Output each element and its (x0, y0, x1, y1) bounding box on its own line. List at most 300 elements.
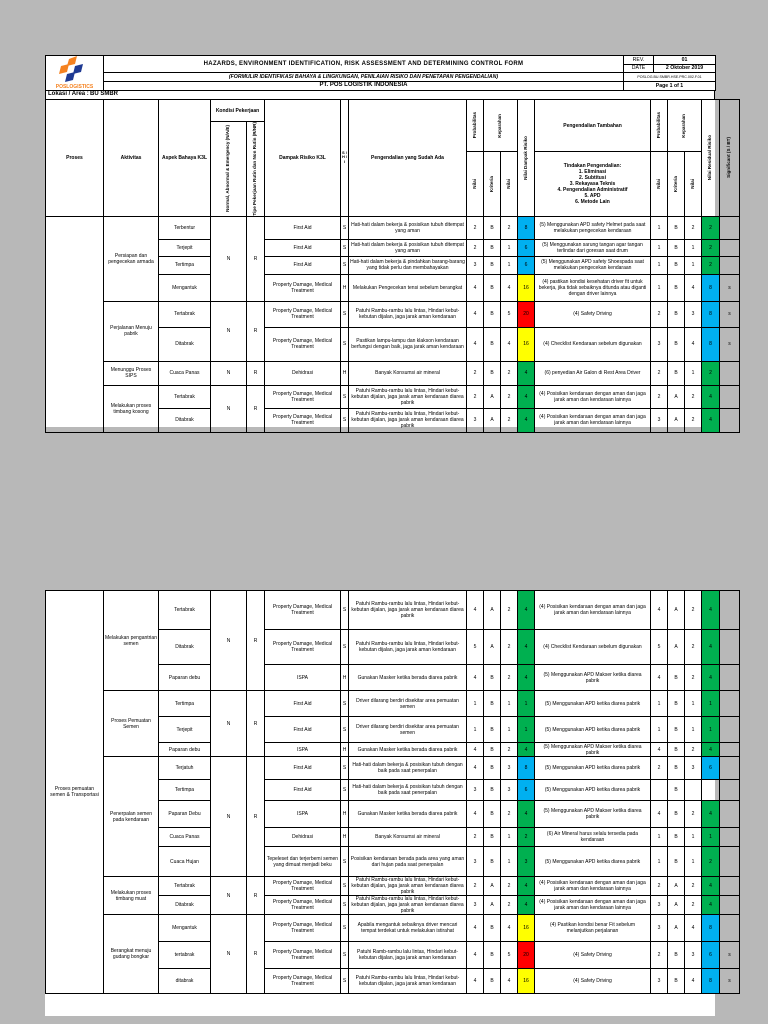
page-number: Page 1 of 1 (624, 82, 716, 91)
kriteria-2-cell: B (668, 969, 685, 994)
kriteria-2-cell: B (668, 757, 685, 780)
dampak-cell: Dehidrasi (265, 828, 341, 847)
shi-cell: S (341, 780, 349, 801)
probabilitas-2-cell: 3 (651, 969, 668, 994)
tambahan-cell: (5) Menggunakan APD Makser ketika diarea pabrik (535, 665, 651, 691)
tambahan-cell: (5) Menggunakan APD ketika diarea pabrik (535, 691, 651, 717)
dampak-cell: Property Damage, Medical Treatment (265, 877, 341, 896)
residual-cell: 1 (702, 717, 720, 743)
nilai-dampak-cell: 4 (518, 385, 535, 408)
nilai-dampak-cell: 8 (518, 757, 535, 780)
significant-cell (720, 877, 740, 896)
nilai-dampak-cell: 6 (518, 239, 535, 256)
residual-cell: 4 (702, 743, 720, 757)
kriteria-cell: B (484, 847, 501, 877)
keparahan-cell: 5 (501, 301, 518, 327)
pengendalian-cell: Melakukan Pengecekan tensi sebelum berangkat (349, 274, 467, 301)
keparahan-2-cell: 2 (685, 591, 702, 630)
dampak-cell: Property Damage, Medical Treatment (265, 327, 341, 361)
kriteria-2-cell: B (668, 665, 685, 691)
dampak-cell: Property Damage, Medical Treatment (265, 896, 341, 915)
tindakan-3: 3. Rekayasa Teknis (569, 180, 616, 187)
table-row (46, 691, 740, 717)
kriteria-2-cell: B (668, 717, 685, 743)
keparahan-cell: 4 (501, 969, 518, 994)
nilai-dampak-cell: 20 (518, 301, 535, 327)
residual-cell: 8 (702, 327, 720, 361)
col-significant: Significant (S / BT) (726, 137, 732, 179)
kriteria-cell: B (484, 327, 501, 361)
tambahan-cell: (4) Posisikan kendaraan dengan aman dan jaga jarak aman dan kendaraan lainnya (535, 896, 651, 915)
probabilitas-cell: 4 (467, 743, 484, 757)
kondisi-rnr-cell: R (247, 216, 265, 301)
aspek-cell: tertabrak (159, 942, 211, 969)
tindakan-4: 4. Pengendalian Administratif (557, 186, 628, 193)
col-tindakan (535, 152, 651, 217)
keparahan-cell: 3 (501, 757, 518, 780)
nilai-dampak-cell: 1 (518, 717, 535, 743)
tambahan-cell: (5) Menggunakan APD safety Shoespada saat melakukan pengecekan kendaraan (535, 256, 651, 274)
kriteria-cell: B (484, 717, 501, 743)
tambahan-cell: (5) Menggunakan sarung tangan agar tangan terlindar dari goresan saat drum (535, 239, 651, 256)
aktivitas-cell: Melakukan proses timbang kosong (104, 385, 159, 432)
probabilitas-2-cell: 3 (651, 915, 668, 942)
keparahan-2-cell: 4 (685, 274, 702, 301)
residual-cell: 2 (702, 361, 720, 385)
tambahan-cell: (4) Checklist Kendaraan sebelum digunakan (535, 327, 651, 361)
kondisi-nae-cell: N (211, 691, 247, 757)
kriteria-2-cell: B (668, 361, 685, 385)
probabilitas-cell: 4 (467, 591, 484, 630)
pengendalian-cell: Apabila mengantuk sebaiknya driver mencari tempat terdekat untuk melakukan istirahat (349, 915, 467, 942)
nilai-dampak-cell: 4 (518, 801, 535, 828)
significant-cell (720, 757, 740, 780)
shi-cell: S (341, 216, 349, 239)
residual-cell: 2 (702, 847, 720, 877)
aspek-cell: Mengantuk (159, 915, 211, 942)
kriteria-2-cell: B (668, 801, 685, 828)
significant-cell (720, 665, 740, 691)
kriteria-2-cell: B (668, 691, 685, 717)
aspek-cell: Ditabrak (159, 327, 211, 361)
aspek-cell: Tertimpa (159, 691, 211, 717)
keparahan-cell: 4 (501, 327, 518, 361)
kondisi-rnr-cell: R (247, 591, 265, 691)
aktivitas-cell: Berangkat menuju gudang bongkar (104, 915, 159, 994)
probabilitas-2-cell: 3 (651, 408, 668, 432)
nilai-dampak-cell: 20 (518, 942, 535, 969)
probabilitas-2-cell: 5 (651, 630, 668, 665)
residual-cell: 4 (702, 385, 720, 408)
keparahan-2-cell: 2 (685, 743, 702, 757)
nilai-dampak-cell: 1 (518, 691, 535, 717)
keparahan-cell: 1 (501, 847, 518, 877)
residual-cell (702, 780, 720, 801)
pengendalian-cell: Hati-hati dalam bekerja & posisikan tubuh ditempat yang aman (349, 239, 467, 256)
kriteria-cell: B (484, 780, 501, 801)
col-keparahan-2: Keparahan (681, 113, 687, 138)
significant-cell (720, 216, 740, 239)
pengendalian-cell: Patuhi Ramb-rambu lalu lintas, Hindari kebut-kebutan dijalan, jaga jarak aman kendaraan (349, 942, 467, 969)
pengendalian-cell: Driver dilarang berdiri disekitar area pemuatan semen (349, 717, 467, 743)
col-proses: Proses (46, 100, 104, 217)
keparahan-2-cell: 3 (685, 757, 702, 780)
significant-cell: s (720, 942, 740, 969)
residual-cell: 4 (702, 896, 720, 915)
significant-cell (720, 385, 740, 408)
kondisi-nae-cell: N (211, 915, 247, 994)
aspek-cell: Cuaca Panas (159, 828, 211, 847)
dampak-cell: First Aid (265, 780, 341, 801)
col-nilai-dampak: Nilai Dampak Risiko (522, 135, 528, 180)
pengendalian-cell: Hati-hati dalam bekerja & posisikan tubuh ditempat yang aman (349, 216, 467, 239)
aspek-cell: Tertabrak (159, 877, 211, 896)
kriteria-2-cell: A (668, 385, 685, 408)
kriteria-2-cell: B (668, 216, 685, 239)
col-probabilitas-2: Probabilitas (655, 112, 661, 139)
aspek-cell: Cuaca Hujan (159, 847, 211, 877)
pengendalian-cell: Posisikan kendaraan berada pada area yang aman dari hujan pada saat penerpalan (349, 847, 467, 877)
lokasi-row (45, 91, 715, 99)
significant-cell (720, 896, 740, 915)
dampak-cell: Dehidrasi (265, 361, 341, 385)
residual-cell: 6 (702, 757, 720, 780)
nilai-dampak-cell: 8 (518, 216, 535, 239)
shi-cell: S (341, 757, 349, 780)
probabilitas-cell: 2 (467, 385, 484, 408)
tambahan-cell: (5) Menggunakan APD ketika diarea pabrik (535, 757, 651, 780)
pengendalian-cell: Banyak Konsumsi air mineral (349, 361, 467, 385)
keparahan-2-cell: 1 (685, 717, 702, 743)
keparahan-cell: 1 (501, 828, 518, 847)
keparahan-cell: 2 (501, 408, 518, 432)
probabilitas-cell: 2 (467, 361, 484, 385)
col-nilai: Nilai (471, 178, 477, 189)
kriteria-cell: B (484, 915, 501, 942)
kondisi-nae-cell: N (211, 385, 247, 432)
pengendalian-cell: Pastikan lampu-lampu dan klakson kendaraan berfungsi dengan baik, jaga jarak aman kendaraan (349, 327, 467, 361)
keparahan-2-cell: 1 (685, 239, 702, 256)
keparahan-2-cell: 2 (685, 877, 702, 896)
dampak-cell: Property Damage, Medical Treatment (265, 301, 341, 327)
kriteria-cell: A (484, 630, 501, 665)
aktivitas-cell: Perjalanan Menuju pabrik (104, 301, 159, 361)
keparahan-cell: 1 (501, 691, 518, 717)
nilai-dampak-cell: 16 (518, 915, 535, 942)
kondisi-nae-cell: N (211, 216, 247, 301)
col-dampak: Dampak Risiko K3L (265, 100, 341, 217)
kriteria-2-cell: B (668, 239, 685, 256)
keparahan-cell: 2 (501, 385, 518, 408)
col-probabilitas: Probabilitas (471, 112, 477, 139)
tambahan-cell: (5) Menggunakan APD safety Helmet pada saat melakukan pengecekan kendaraan (535, 216, 651, 239)
kondisi-nae-cell: N (211, 361, 247, 385)
kriteria-2-cell: A (668, 915, 685, 942)
shi-cell: S (341, 877, 349, 896)
keparahan-cell: 1 (501, 256, 518, 274)
tambahan-cell: (6) penyedian Air Galon di Rest Area Driver (535, 361, 651, 385)
pengendalian-cell: Hati-hati dalam bekerja & posisikan tubuh dengan baik pada saat penerpalan (349, 780, 467, 801)
doc-number: POSLOG.BU.SMBR.HSE.PRC.002.F.01 (624, 73, 716, 82)
significant-cell (720, 691, 740, 717)
aspek-cell: Terjepit (159, 717, 211, 743)
kriteria-cell: A (484, 385, 501, 408)
significant-cell: s (720, 274, 740, 301)
pengendalian-cell: Patuhi Rambu-rambu lalu lintas, Hindari kebut-kebutan dijalan, jaga jarak aman kendaraan (349, 301, 467, 327)
probabilitas-cell: 3 (467, 896, 484, 915)
pengendalian-cell: Patuhi Rambu-rambu lalu lintas, Hindari kebut-kebutan dijalan, jaga jarak aman kendaraan diarea pabrik (349, 896, 467, 915)
dampak-cell: Property Damage, Medical Treatment (265, 385, 341, 408)
tindakan-1: 1. Eliminasi (578, 168, 607, 175)
keparahan-2-cell: 4 (685, 969, 702, 994)
dampak-cell: Property Damage, Medical Treatment (265, 630, 341, 665)
residual-cell: 4 (702, 877, 720, 896)
residual-cell: 8 (702, 274, 720, 301)
nilai-dampak-cell: 4 (518, 896, 535, 915)
kriteria-cell: B (484, 801, 501, 828)
shi-cell: H (341, 274, 349, 301)
residual-cell: 2 (702, 256, 720, 274)
proses-cell (46, 216, 104, 432)
aspek-cell: Paparan debu (159, 665, 211, 691)
probabilitas-cell: 3 (467, 847, 484, 877)
keparahan-cell: 2 (501, 743, 518, 757)
shi-cell: S (341, 915, 349, 942)
kriteria-2-cell: B (668, 301, 685, 327)
table-row (46, 216, 740, 239)
kriteria-cell: B (484, 743, 501, 757)
keparahan-cell: 2 (501, 361, 518, 385)
significant-cell (720, 743, 740, 757)
significant-cell (720, 408, 740, 432)
col-kondisi-nae: Normal, Abnormal & Emergency (N/A/E) (225, 125, 231, 213)
tambahan-cell: (4) Posisikan kendaraan dengan aman dan jaga jarak aman dan kendaraan lainnya (535, 591, 651, 630)
significant-cell (720, 591, 740, 630)
kriteria-cell: B (484, 969, 501, 994)
residual-cell: 4 (702, 665, 720, 691)
logo-mark-icon (47, 56, 103, 90)
significant-cell (720, 361, 740, 385)
aspek-cell: Tertimpa (159, 780, 211, 801)
probabilitas-cell: 2 (467, 239, 484, 256)
keparahan-cell: 1 (501, 717, 518, 743)
aspek-cell: Tertimpa (159, 256, 211, 274)
kriteria-2-cell: B (668, 942, 685, 969)
probabilitas-2-cell: 4 (651, 591, 668, 630)
pengendalian-cell: Driver dilarang berdiri disekitar area pemuatan semen (349, 691, 467, 717)
probabilitas-2-cell: 2 (651, 301, 668, 327)
keparahan-2-cell: 2 (685, 216, 702, 239)
probabilitas-2-cell: 1 (651, 256, 668, 274)
significant-cell: s (720, 969, 740, 994)
form-title: HAZARDS, ENVIRONMENT IDENTIFICATION, RISK ASSESSMENT AND DETERMINING CONTROL FORM (104, 56, 624, 73)
probabilitas-cell: 4 (467, 942, 484, 969)
aspek-cell: Ditabrak (159, 408, 211, 432)
aspek-cell: Ditabrak (159, 630, 211, 665)
kondisi-rnr-cell: R (247, 301, 265, 361)
nilai-dampak-cell: 4 (518, 408, 535, 432)
dampak-cell: Property Damage, Medical Treatment (265, 969, 341, 994)
kondisi-nae-cell: N (211, 757, 247, 877)
kriteria-2-cell: B (668, 780, 685, 801)
shi-cell: S (341, 327, 349, 361)
pengendalian-cell: Gunakan Masker ketika berada diarea pabrik (349, 743, 467, 757)
aktivitas-cell: Menunggu Proses SIPS (104, 361, 159, 385)
probabilitas-2-cell: 1 (651, 274, 668, 301)
dampak-cell: First Aid (265, 216, 341, 239)
dampak-cell: First Aid (265, 256, 341, 274)
aktivitas-cell: Persiapan dan pengecekan armada (104, 216, 159, 301)
tambahan-cell: (5) Menggunakan APD Makser ketika diarea pabrik (535, 743, 651, 757)
nilai-dampak-cell: 6 (518, 780, 535, 801)
risk-table-page-2 (45, 590, 740, 994)
tambahan-cell: (5) Menggunakan APD Makser ketika diarea pabrik (535, 801, 651, 828)
residual-cell: 1 (702, 828, 720, 847)
kondisi-rnr-cell: R (247, 691, 265, 757)
col-pengendalian: Pengendalian yang Sudah Ada (349, 100, 467, 217)
probabilitas-cell: 3 (467, 780, 484, 801)
col-kondisi: Kondisi Pekerjaan (211, 100, 265, 122)
keparahan-2-cell: 2 (685, 408, 702, 432)
keparahan-cell: 5 (501, 942, 518, 969)
keparahan-cell: 4 (501, 915, 518, 942)
residual-cell: 4 (702, 591, 720, 630)
col-kondisi-rnr: Tipe Pekerjaan Rutin dan Non Rutin (R/NR) (252, 122, 258, 216)
aktivitas-cell: Penerpalan semen pada kendaraan (104, 757, 159, 877)
shi-cell: S (341, 847, 349, 877)
col-shi: S / H / I (341, 100, 349, 217)
tambahan-cell: (4) Pastikan kondisi benar Fit sebelum melanjutkan perjalanan (535, 915, 651, 942)
shi-cell: S (341, 301, 349, 327)
rev-label: REV. (624, 56, 654, 65)
tambahan-cell: (5) Menggunakan APD ketika diarea pabrik (535, 780, 651, 801)
residual-cell: 4 (702, 801, 720, 828)
probabilitas-2-cell: 1 (651, 216, 668, 239)
keparahan-cell: 2 (501, 877, 518, 896)
probabilitas-2-cell: 3 (651, 327, 668, 361)
shi-cell: H (341, 361, 349, 385)
nilai-dampak-cell: 4 (518, 877, 535, 896)
tindakan-5: 5. APD (584, 192, 601, 199)
aspek-cell: Ditabrak (159, 896, 211, 915)
significant-cell (720, 915, 740, 942)
tindakan-2: 2. Subtitusi (579, 174, 606, 181)
tambahan-cell: (4) Posisikan kendaraan dengan aman dan jaga jarak aman dan kendaraan lainnya (535, 385, 651, 408)
dampak-cell: Property Damage, Medical Treatment (265, 942, 341, 969)
kondisi-nae-cell: N (211, 877, 247, 915)
probabilitas-2-cell: 1 (651, 847, 668, 877)
tambahan-cell: (4) Safety Driving (535, 301, 651, 327)
keparahan-2-cell: 3 (685, 942, 702, 969)
keparahan-cell: 1 (501, 239, 518, 256)
kriteria-cell: B (484, 828, 501, 847)
shi-cell: S (341, 385, 349, 408)
aspek-cell: Tertabrak (159, 301, 211, 327)
col-kriteria-2: Kriteria (672, 175, 678, 192)
kriteria-2-cell: A (668, 896, 685, 915)
keparahan-2-cell: 1 (685, 361, 702, 385)
nilai-dampak-cell: 6 (518, 256, 535, 274)
probabilitas-2-cell: 1 (651, 828, 668, 847)
dampak-cell: First Aid (265, 757, 341, 780)
dampak-cell: Tepeleset dan terjerbemi semen yang dimuat menjadi beku (265, 847, 341, 877)
probabilitas-cell: 3 (467, 408, 484, 432)
nilai-dampak-cell: 4 (518, 361, 535, 385)
shi-cell: S (341, 717, 349, 743)
significant-cell (720, 847, 740, 877)
kriteria-2-cell: B (668, 256, 685, 274)
table-row (46, 301, 740, 327)
shi-cell: H (341, 828, 349, 847)
kriteria-2-cell: B (668, 847, 685, 877)
nilai-dampak-cell: 16 (518, 327, 535, 361)
lokasi-value: BU SMBR (90, 91, 118, 97)
shi-cell: S (341, 969, 349, 994)
nilai-dampak-cell: 4 (518, 743, 535, 757)
probabilitas-2-cell: 2 (651, 942, 668, 969)
nilai-dampak-cell: 16 (518, 969, 535, 994)
keparahan-2-cell: 4 (685, 915, 702, 942)
kriteria-cell: A (484, 408, 501, 432)
nilai-dampak-cell: 4 (518, 665, 535, 691)
keparahan-2-cell: 2 (685, 630, 702, 665)
shi-cell: H (341, 801, 349, 828)
dampak-cell: Property Damage, Medical Treatment (265, 915, 341, 942)
significant-cell (720, 828, 740, 847)
form-page-2 (45, 590, 731, 1016)
dampak-cell: First Aid (265, 691, 341, 717)
residual-cell: 2 (702, 239, 720, 256)
kriteria-2-cell: A (668, 591, 685, 630)
shi-cell: S (341, 408, 349, 432)
shi-cell: S (341, 591, 349, 630)
significant-cell (720, 239, 740, 256)
shi-cell: S (341, 630, 349, 665)
dampak-cell: First Aid (265, 717, 341, 743)
probabilitas-cell: 4 (467, 757, 484, 780)
probabilitas-cell: 3 (467, 256, 484, 274)
aktivitas-cell: Proses Pemuatan Semen (104, 691, 159, 757)
pengendalian-cell: Patuhi Rambu-rambu lalu lintas, Hindari kebut-kebutan dijalan, jaga jarak aman kendaraan (349, 630, 467, 665)
probabilitas-cell: 1 (467, 717, 484, 743)
kriteria-cell: B (484, 301, 501, 327)
col-keparahan: Keparahan (497, 113, 503, 138)
probabilitas-cell: 2 (467, 877, 484, 896)
aspek-cell: Paparan Debu (159, 801, 211, 828)
keparahan-2-cell: 2 (685, 896, 702, 915)
pengendalian-cell: Patuhi Rambu-rambu lalu lintas, Hindari kebut-kebutan dijalan, jaga jarak aman kendaraan diarea pabrik (349, 385, 467, 408)
dampak-cell: ISPA (265, 743, 341, 757)
aspek-cell: ditabrak (159, 969, 211, 994)
tindakan-heading: Tindakan Pengendalian: (563, 162, 622, 169)
aspek-cell: Tertabrak (159, 385, 211, 408)
kriteria-2-cell: A (668, 630, 685, 665)
keparahan-2-cell: 3 (685, 301, 702, 327)
lokasi-label: Lokasi / Area : (48, 91, 89, 97)
keparahan-2-cell: 1 (685, 256, 702, 274)
probabilitas-2-cell: 4 (651, 665, 668, 691)
dampak-cell: Property Damage, Medical Treatment (265, 274, 341, 301)
pengendalian-cell: Patuhi Rambu-rambu lalu lintas, Hindari kebut-kebutan dijalan, jaga jarak aman kendaraan diarea pabrik (349, 408, 467, 432)
col-residual: Nilai Residual Risiko (707, 135, 713, 181)
aspek-cell: Terbentur (159, 216, 211, 239)
residual-cell: 4 (702, 408, 720, 432)
date-label: DATE (624, 64, 654, 73)
pengendalian-cell: Patuhi Rambu-rambu lalu lintas, Hindari kebut-kebutan dijalan, jaga jarak aman kendaraan diarea pabrik (349, 591, 467, 630)
proses-cell: Proses pemuatan semen & Transportasi (46, 591, 104, 994)
significant-cell (720, 801, 740, 828)
significant-cell (720, 630, 740, 665)
